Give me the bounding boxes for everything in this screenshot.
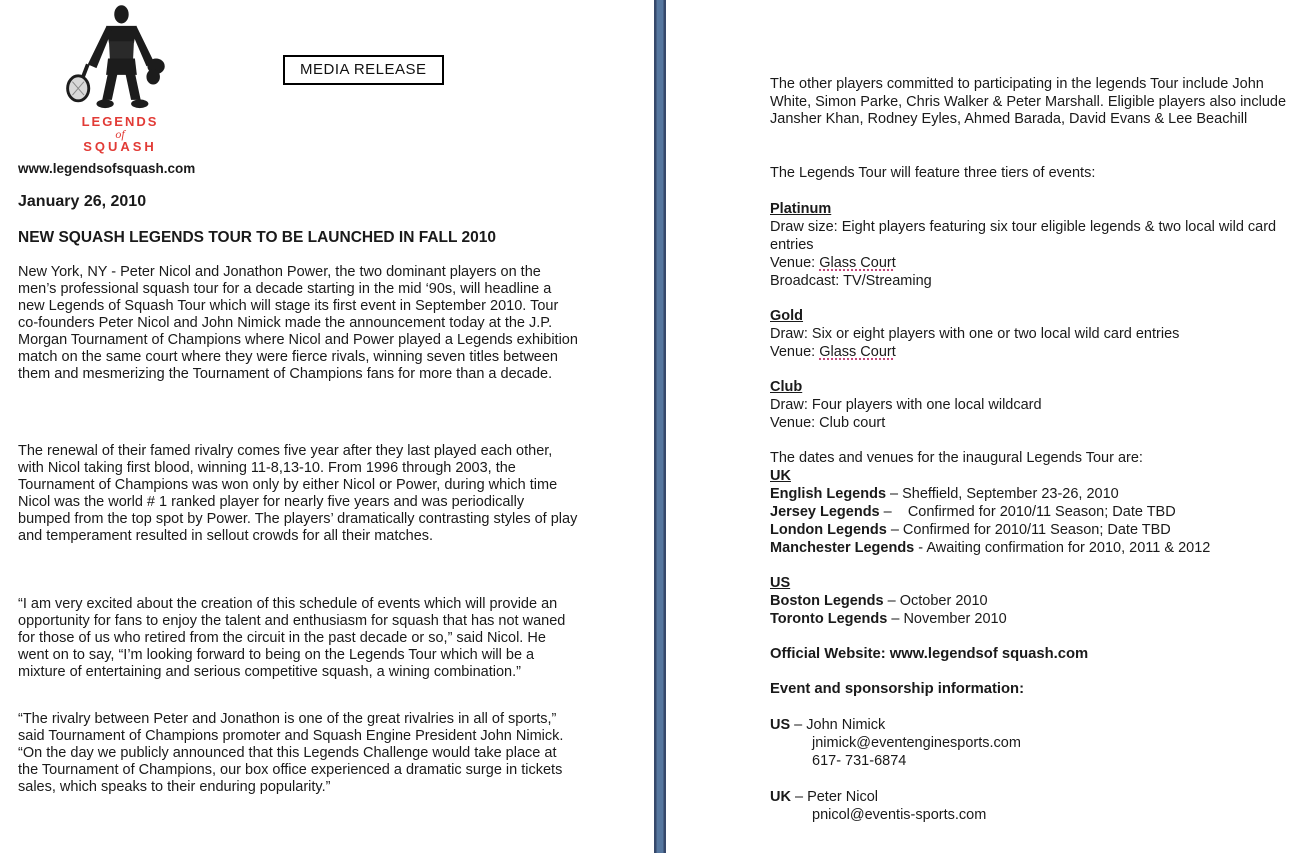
club-venue: Venue: Club court	[770, 415, 886, 431]
platinum-draw: Draw size: Eight players featuring six tour eligible legends & two local wild card entries	[770, 219, 1277, 253]
event-row: Manchester Legends - Awaiting confirmation for 2010, 2011 & 2012	[770, 540, 1211, 556]
gold-venue: Venue: Glass Court	[770, 344, 896, 360]
contact-us-row: US – John Nimick	[770, 717, 886, 733]
tier-gold-details	[770, 325, 1302, 361]
event-row: Toronto Legends – November 2010	[770, 611, 1007, 627]
event-row: English Legends – Sheffield, September 23-26, 2010	[770, 486, 1119, 502]
page-divider	[654, 0, 666, 853]
paragraph-nimick-quote: “The rivalry between Peter and Jonathon is one of the great rivalries in all of sports,” said Tournament of Champions promoter and Squash Engine President John Nimick. “On the day we publicly announced that this Legends Challenge would take place at the Tournament of Champions, our box office experienced a dramatic surge in tickets sales, which speaks to their enduring popularity.”	[18, 711, 564, 795]
sponsorship-heading: Event and sponsorship information:	[770, 681, 1025, 697]
region-heading-uk: UK	[770, 468, 791, 484]
website-url: www.legendsofsquash.com	[18, 161, 196, 176]
release-date: January 26, 2010	[18, 193, 147, 210]
tier-heading-gold: Gold	[770, 308, 804, 324]
dates-intro: The dates and venues for the inaugural Legends Tour are:	[770, 450, 1143, 466]
paragraph-rivalry-history: The renewal of their famed rivalry comes five year after they last played each other, with Nicol taking first blood, winning 11-8,13-10. From 1996 through 2003, the Tournament of Champions was won only by either Nicol or Power, during which time Nicol was the world # 1 ranked player for nearly five years and was periodically bumped from the top spot by Power. The players’ dramatically contrasting styles of play and temperament resulted in sellout crowds for all their matches.	[18, 443, 578, 544]
squash-player-icon	[58, 4, 183, 116]
logo-text-of: of	[115, 127, 125, 141]
paragraph-tiers-intro: The Legends Tour will feature three tiers of events:	[770, 165, 1096, 181]
legends-of-squash-logo	[52, 4, 188, 153]
platinum-broadcast: Broadcast: TV/Streaming	[770, 273, 932, 289]
event-row: Boston Legends – October 2010	[770, 593, 988, 609]
event-row: Jersey Legends – Confirmed for 2010/11 Season; Date TBD	[770, 504, 1176, 520]
headline: NEW SQUASH LEGENDS TOUR TO BE LAUNCHED IN FALL 2010	[18, 229, 496, 246]
logo-text-squash: SQUASH	[83, 139, 157, 154]
official-website-line: Official Website: www.legendsof squash.com	[770, 646, 1089, 662]
us-events-list	[770, 592, 1302, 628]
event-row: London Legends – Confirmed for 2010/11 Season; Date TBD	[770, 522, 1171, 538]
spellcheck-underlined-text: Glass Court	[819, 344, 896, 360]
region-heading-us: US	[770, 575, 791, 591]
spellcheck-underlined-text: Glass Court	[819, 255, 896, 271]
paragraph-other-players: The other players committed to participating in the legends Tour include John White, Simon Parke, Chris Walker & Peter Marshall. Eligible players also include Jansher Khan, Rodney Eyles, Ahmed Barada, David Evans & Lee Beachill	[770, 76, 1287, 127]
paragraph-announcement: New York, NY - Peter Nicol and Jonathon Power, the two dominant players on the men’s professional squash tour for a decade starting in the mid ‘90s, will headline a new Legends of Squash Tour which will stage its first event in September 2010. Tour co-founders Peter Nicol and John Nimick made the announcement today at the J.P. Morgan Tournament of Champions where Nicol and Power played a Legends exhibition match on the same court where they were fierce rivals, winning seven titles between them and mesmerizing the Tournament of Champions fans for more than a decade.	[18, 264, 578, 382]
logo-text-legends: LEGENDS	[81, 114, 159, 129]
uk-events-list	[770, 485, 1302, 557]
tier-platinum-details	[770, 218, 1302, 290]
paragraph-nicol-quote: “I am very excited about the creation of this schedule of events which will provide an opportunity for fans to enjoy the talent and enthusiasm for squash that has not waned for those of us who retired from the circuit in the past decade or so,” said Nicol. He went on to say, “I’m looking forward to being on the Legends Tour which will be a mixture of entertaining and serious competitive squash, a wining combination.”	[18, 596, 566, 680]
contact-uk-row: UK – Peter Nicol	[770, 789, 878, 805]
platinum-venue: Venue: Glass Court	[770, 255, 896, 271]
contact-us-phone: 617- 731-6874	[812, 753, 907, 769]
tier-heading-club: Club	[770, 379, 803, 395]
contact-us-email: jnimick@eventenginesports.com	[812, 735, 1021, 751]
contact-uk-email: pnicol@eventis-sports.com	[812, 807, 987, 823]
gold-draw: Draw: Six or eight players with one or two local wild card entries	[770, 326, 1180, 342]
club-draw: Draw: Four players with one local wildcard	[770, 397, 1042, 413]
media-release-stamp: MEDIA RELEASE	[283, 55, 444, 85]
tier-club-details	[770, 396, 1302, 432]
tier-heading-platinum: Platinum	[770, 201, 832, 217]
